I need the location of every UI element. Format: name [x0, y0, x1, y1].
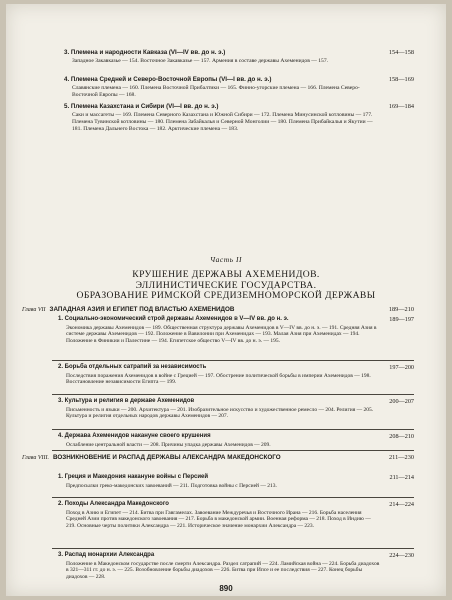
page-range: 197—200: [389, 364, 414, 371]
chapter-heading: [22, 306, 414, 314]
section-heading: 3. Культура и религия в державе Ахеменидов 200—207: [58, 398, 414, 405]
section-description: Письменность и языки — 200. Архитектура — 201. Изобразительное искусство и художественное ремесло — 204. Религия — 205. Культура и религия отдельных народов державы Ахеменидов — 207.: [66, 406, 374, 420]
section-heading: 2. Борьба отдельных сатрапий за независимость 197—200: [58, 364, 414, 371]
page-range: 189—197: [389, 316, 414, 323]
toc-section: [58, 433, 414, 448]
toc-section: [58, 364, 414, 386]
section-description: Поход в Азию и Египет — 214. Битва при Гавгамелах. Завоевание Междуречья и Восточного Ирана — 216. Борьба населения Средней Азии против македонского завоевания — 217. Борьба в македонской армии. Военная реформа — 218. Поход в Индию — 219. Основные черты политики Александра — 221. Историческое значение монархии Александра — 223.: [66, 509, 371, 529]
page-range: 169—184: [388, 103, 414, 110]
section-heading: 3. Распад монархии Александра 224—230: [58, 552, 414, 559]
toc-entry: [64, 103, 414, 133]
section-description: Экономика державы Ахеменидов — 189. Общественная структура державы Ахеменидов в V—IV вв. до н. э. — 191. Средняя Азия в системе державы Ахеменидов — 192. Положение в Вавилонии при Ахеменидах — 193. Малая Азия при Ахеменидах — 194. Положение в Финикии и Палестине — 194. Египетское общество V—IV вв. до н. э. — 195.: [66, 324, 377, 344]
divider: [52, 394, 414, 395]
chapter-label: Глава VII: [22, 307, 46, 313]
page-range: 154—158: [388, 49, 414, 56]
page-range: 208—210: [389, 433, 414, 440]
entry-heading: 3. Племена и народности Кавказа (VI—IV вв. до н. э.) 154—158: [64, 49, 414, 56]
part-title-line: КРУШЕНИЕ ДЕРЖАВЫ АХЕМЕНИДОВ.: [132, 269, 320, 280]
section-description: Последствия поражения Ахеменидов в войне с Грецией — 197. Обострение политической борьбы в империи Ахеменидов — 198. Восстановление независимости Египта — 199.: [66, 372, 371, 386]
toc-section: [58, 398, 414, 420]
section-heading: 1. Греция и Македония накануне войны с Персией 211—214: [58, 474, 414, 481]
divider: [52, 548, 414, 549]
chapter-title: ЗАПАДНАЯ АЗИЯ И ЕГИПЕТ ПОД ВЛАСТЬЮ АХЕМЕНИДОВ: [49, 306, 235, 313]
toc-section: [58, 552, 414, 580]
toc-section: [58, 501, 414, 529]
section-description: Предпосылки греко-македонских завоеваний — 211. Подготовка войны с Персией — 213.: [66, 482, 277, 489]
entry-description: Саки и массагеты — 169. Племена Северного Казахстана и Южной Сибири — 172. Племена Минусинской котловины — 177. Племена Тувинской котловины — 180. Племена Забайкалья и Северной Монголии — 180. Племена Прибайкалья и Якутии — 181. Племена Дальнего Востока — 182. Арктические племена — 183.: [72, 112, 373, 132]
chapter-heading: [22, 454, 414, 462]
section-heading: 1. Социально-экономический строй державы Ахеменидов в V—IV вв. до н. э. 189—197: [58, 316, 414, 323]
toc-entry: [64, 76, 414, 99]
page-range: 214—224: [389, 501, 414, 508]
toc-entry: [64, 49, 414, 65]
part-label: Часть II: [210, 255, 242, 264]
page-range: 158—169: [388, 76, 414, 83]
divider: [52, 429, 414, 430]
entry-description: Славянские племена — 160. Племена Восточной Прибалтики — 165. Финно-угорские племена — 166. Племена Северо-Восточной Европы — 168.: [72, 85, 360, 98]
section-heading: 2. Походы Александра Македонского 214—224: [58, 501, 414, 508]
section-description: Положение в Македонском государстве после смерти Александра. Раздел сатрапий — 224. Ламийская война — 224. Борьба диадохов в 321—311 гг. до н. э. — 225. Возобновление борьбы диадохов — 226. Битва при Ипсе и ее последствия — 227. Конец борьбы диадохов — 228.: [66, 560, 380, 580]
page-range: 211—214: [389, 474, 414, 481]
page-range: 211—230: [389, 454, 414, 461]
chapter-title: ВОЗНИКНОВЕНИЕ И РАСПАД ДЕРЖАВЫ АЛЕКСАНДРА МАКЕДОНСКОГО: [53, 454, 281, 461]
entry-heading: 4. Племена Средней и Северо-Восточной Европы (VI—I вв. до н. э.) 158—169: [64, 76, 414, 83]
toc-section: [58, 474, 414, 489]
entry-heading: 5. Племена Казахстана и Сибири (VI—I вв. до н. э.) 169—184: [64, 103, 414, 110]
section-heading: 4. Держава Ахеменидов накануне своего крушения 208—210: [58, 433, 414, 440]
part-title-line: ОБРАЗОВАНИЕ РИМСКОЙ СРЕДИЗЕМНОМОРСКОЙ ДЕРЖАВЫ: [76, 290, 376, 301]
toc-section: [58, 316, 414, 344]
page-range: 224—230: [389, 552, 414, 559]
divider: [52, 360, 414, 361]
part-title: [6, 270, 446, 302]
divider: [52, 497, 414, 498]
section-description: Ослабление центральной власти — 208. Причины упадка державы Ахеменидов — 209.: [66, 441, 271, 448]
book-page: [6, 4, 446, 596]
part-title-line: ЭЛЛИНИСТИЧЕСКИЕ ГОСУДАРСТВА.: [135, 279, 317, 291]
page-number: 890: [219, 584, 233, 593]
divider: [52, 450, 414, 451]
entry-description: Западное Закавказье — 154. Восточное Закавказье — 157. Армения в составе державы Ахеменидов — 157.: [72, 58, 329, 64]
chapter-label: Глава VIII.: [22, 455, 50, 461]
page-range: 200—207: [389, 398, 414, 405]
page-range: 189—210: [388, 306, 414, 313]
